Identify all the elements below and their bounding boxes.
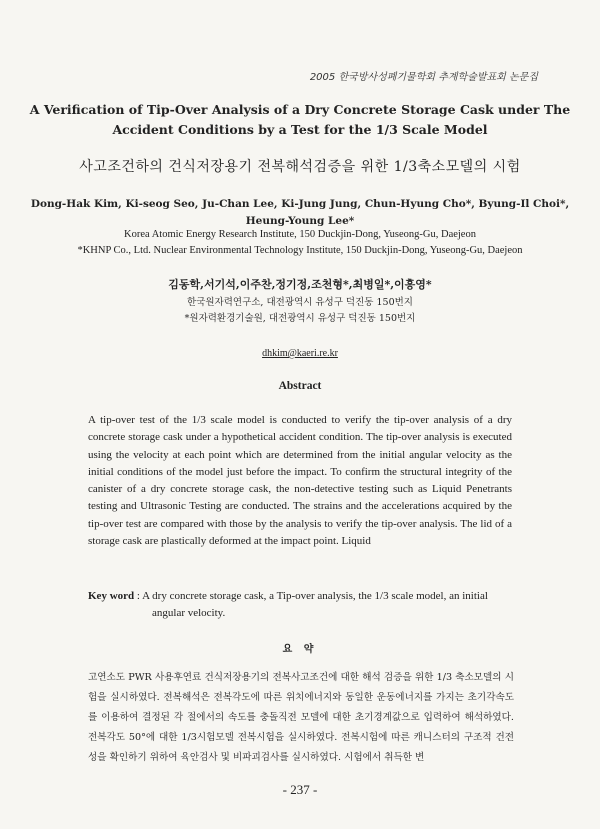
- korean-abstract-body: 고연소도 PWR 사용후연료 건식저장용기의 전복사고조건에 대한 해석 검증을 위한 1/3 축소모델의 시험을 실시하였다. 전복해석은 전복각도에 따른 위치에너지와 동일한 운동에너지를 가지는 초기각속도를 이용하여 결정된 각 절에서의 속도를 충돌직전 모델에 대한 초기경계값으로 입력하여 해석하였다. 전복각도 50°에 대한 1/3시험모델 전복시험을 실시하였다. 전복시험에 따른 캐니스터의 구조적 건전성을 확인하기 위하여 육안검사 및 비파괴검사를 실시하였다. 시험에서 취득한 변: [88, 672, 514, 763]
- paper-title-ko: 사고조건하의 건식저장용기 전복해석검증을 위한 1/3축소모델의 시험: [79, 159, 521, 175]
- paper-title-en: [0, 100, 600, 140]
- running-header: 2005 한국방사성폐기물학회 추계학술발표회 논문집: [309, 72, 538, 83]
- keyword-label: Key word: [88, 590, 135, 602]
- keyword-line-2: angular velocity.: [152, 607, 226, 619]
- authors-en: [0, 196, 600, 230]
- affiliation-en-2: *KHNP Co., Ltd. Nuclear Environmental Technology Institute, 150 Duckjin-Dong, Yuseong-Gu, Daejeon: [77, 245, 523, 256]
- email: [0, 348, 600, 359]
- authors-ko: 김동학,서기석,이주찬,정기정,조천형*,최병일*,이흥영*: [168, 278, 432, 291]
- email-link[interactable]: dhkim@kaeri.re.kr: [262, 348, 338, 359]
- authors-line-2: Heung-Young Lee*: [245, 215, 355, 227]
- affiliation-ko-1: 한국원자력연구소, 대전광역시 유성구 덕진동 150번지: [187, 297, 413, 308]
- affiliation-ko-2: *원자력환경기술원, 대전광역시 유성구 덕진동 150번지: [184, 313, 416, 324]
- abstract-heading: Abstract: [278, 380, 322, 392]
- korean-abstract-heading: 요 약: [282, 644, 318, 655]
- keywords: [88, 588, 518, 622]
- title-line-1: A Verification of Tip-Over Analysis of a Dry Concrete Storage Cask under The: [29, 102, 571, 117]
- affiliation-en-1: Korea Atomic Energy Research Institute, 150 Duckjin-Dong, Yuseong-Gu, Daejeon: [124, 229, 476, 240]
- page-number: - 237 -: [282, 782, 318, 797]
- title-line-2: Accident Conditions by a Test for the 1/3 Scale Model: [112, 122, 488, 137]
- authors-line-1: Dong-Hak Kim, Ki-seog Seo, Ju-Chan Lee, Ki-Jung Jung, Chun-Hyung Cho*, Byung-Il Choi*,: [30, 198, 570, 210]
- abstract-body: A tip-over test of the 1/3 scale model is conducted to verify the tip-over analysis of a dry concrete storage cask under a hypothetical accident condition. The tip-over analysis is executed using the velocity at each point which are determined from the initial angular velocity as the initial conditions of the model just before the impact. To confirm the structural integrity of the canister of a dry concrete storage cask, the non-detective testing such as Liquid Penetrants testing and Ultrasonic Testing are conducted. The strains and the accelerations acquired by the tip-over test are compared with those by the analysis to verify the tip-over analysis. The lid of a storage cask are plastically deformed at the impact point. Liquid: [88, 414, 512, 548]
- keyword-line-1: : A dry concrete storage cask, a Tip-over analysis, the 1/3 scale model, an initial: [136, 590, 488, 602]
